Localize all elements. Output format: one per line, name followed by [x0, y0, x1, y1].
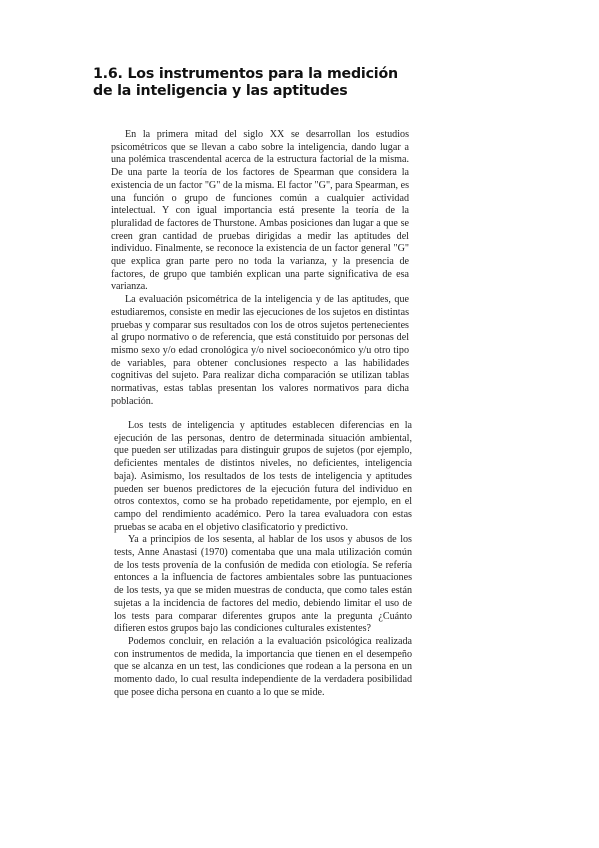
text-block-2	[114, 420, 412, 699]
paragraph: Podemos concluir, en relación a la evaluación psicológica realizada con instrumentos de medida, la importancia que tienen en el desempeño que se alcanza en un test, las condiciones que rodean a la persona en un momento dado, lo cual resulta independiente de la verdadera posibilidad que posee dicha persona en cuanto a lo que se mide.	[114, 635, 412, 698]
paragraph: La evaluación psicométrica de la inteligencia y de las aptitudes, que estudiaremos, consiste en medir las ejecuciones de los sujetos en distintas pruebas y comparar sus resultados con los de otros sujetos pertenecientes al grupo normativo o de referencia, que está constituido por personas del mismo sexo y/o edad cronológica y/o nivel socioeconómico y/u otro tipo de variables, para obtener conclusiones respecto a las habilidades cognitivas del sujeto. Para realizar dicha comparación se utilizan tablas normativas, estas tablas presentan los valores normativos para dicha población.	[111, 294, 409, 407]
section-heading-line-2: de la inteligencia y las aptitudes	[93, 83, 348, 99]
section-heading	[93, 66, 533, 100]
text-block-1	[111, 129, 409, 408]
section-heading-line-1: 1.6. Los instrumentos para la medición	[93, 66, 398, 82]
paragraph: Los tests de inteligencia y aptitudes establecen diferencias en la ejecución de las personas, dentro de determinada situación ambiental, que pueden ser utilizadas para distinguir grupos de sujetos (por ejemplo, deficientes mentales de distintos niveles, no deficientes, inteligencia baja). Asimismo, los resultados de los tests de inteligencia y aptitudes pueden ser buenos predictores de la ejecución futura del individuo en otros contextos, como se ha probado repetidamente, por ejemplo, en el campo del rendimiento académico. Pero la tarea evaluadora con estas pruebas se acaba en el objetivo clasificatorio y predictivo.	[114, 420, 412, 533]
paragraph: Ya a principios de los sesenta, al hablar de los usos y abusos de los tests, Anne Anastasi (1970) comentaba que una mala utilización común de los tests provenía de la confusión de medida con etiología. Se refería entonces a la influencia de factores ambientales sobre las puntuaciones de los tests, ya que se miden muestras de conducta, que como tales están sujetas a la incidencia de factores del medio, debiendo limitar el uso de los tests para comparar diferentes grupos ante la pregunta ¿Cuánto difieren estos grupos bajo las condiciones culturales existentes?	[114, 534, 412, 635]
paragraph: En la primera mitad del siglo XX se desarrollan los estudios psicométricos que se llevan a cabo sobre la inteligencia, dando lugar a una polémica trascendental acerca de la estructura factorial de la misma. De una parte la teoría de los factores de Spearman que considera la existencia de un factor "G" de la misma. El factor "G", para Spearman, es una función o grupo de funciones común a cualquier actividad intelectual. Y con igual importancia está presente la teoría de la pluralidad de factores de Thurstone. Ambas posiciones dan lugar a que se creen gran cantidad de pruebas dirigidas a medir las aptitudes del individuo. Finalmente, se reconoce la existencia de un factor general "G" que explica gran parte pero no toda la varianza, y la presencia de factores, de grupo que también explican una parte significativa de esa varianza.	[111, 129, 409, 293]
